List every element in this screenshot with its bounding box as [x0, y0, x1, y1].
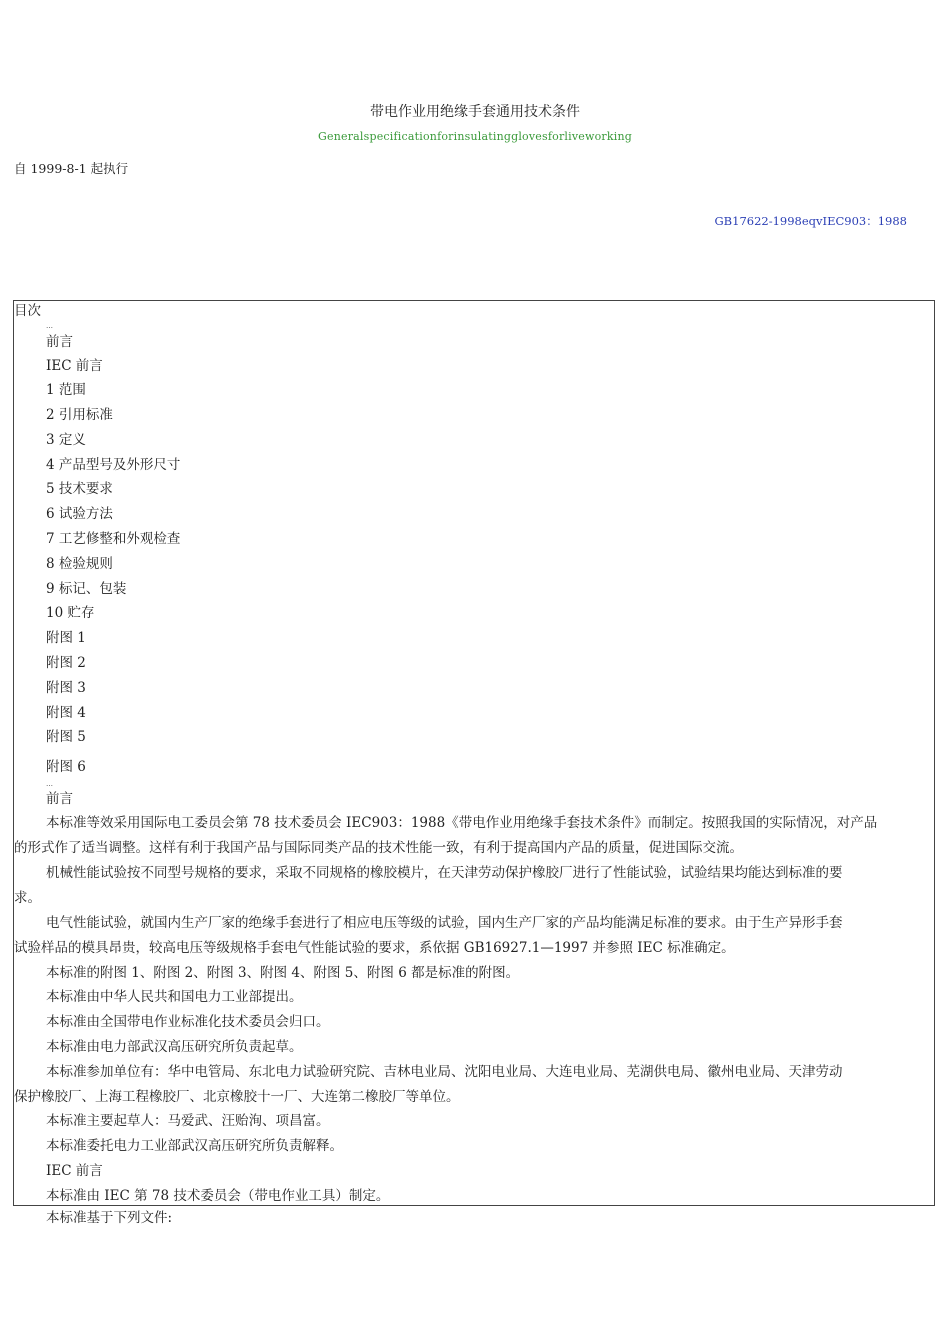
effective-date: 自 1999-8-1 起执行: [14, 161, 129, 176]
toc-mark: …: [46, 322, 54, 330]
toc-item[interactable]: 前言: [46, 334, 73, 350]
foreword-mark: …: [46, 780, 54, 788]
foreword-para: 本标准由中华人民共和国电力工业部提出。: [46, 989, 303, 1005]
toc-item[interactable]: 附图 1: [46, 630, 86, 646]
standard-number: GB17622-1998eqvIEC903：1988: [714, 214, 907, 228]
foreword-para: 机械性能试验按不同型号规格的要求，采取不同规格的橡胶模片，在天津劳动保护橡胶厂进行了性能试验，试验结果均能达到标准的要: [46, 865, 843, 881]
toc-item[interactable]: IEC 前言: [46, 358, 103, 374]
toc-item[interactable]: 附图 6: [46, 759, 86, 775]
foreword-para: 本标准由电力部武汉高压研究所负责起草。: [46, 1039, 303, 1055]
document-subtitle-en: Generalspecificationforinsulatingglovesforliveworking: [318, 130, 632, 143]
toc-item[interactable]: 5 技术要求: [46, 481, 113, 497]
iec-heading: IEC 前言: [46, 1163, 103, 1179]
toc-item[interactable]: 4 产品型号及外形尺寸: [46, 457, 181, 473]
foreword-para: 本标准主要起草人：马爱武、汪贻洵、项昌富。: [46, 1113, 330, 1129]
toc-item[interactable]: 10 贮存: [46, 605, 95, 621]
toc-item[interactable]: 附图 2: [46, 655, 86, 671]
foreword-para: 本标准委托电力工业部武汉高压研究所负责解释。: [46, 1138, 343, 1154]
foreword-para: 求。: [14, 890, 41, 906]
document-title: 带电作业用绝缘手套通用技术条件: [370, 104, 580, 120]
toc-item[interactable]: 附图 5: [46, 729, 86, 745]
foreword-heading: 前言: [46, 791, 73, 807]
foreword-para: 本标准的附图 1、附图 2、附图 3、附图 4、附图 5、附图 6 都是标准的附图。: [46, 965, 520, 981]
foreword-para: 本标准等效采用国际电工委员会第 78 技术委员会 IEC903：1988《带电作业用绝缘手套技术条件》而制定。按照我国的实际情况，对产品: [46, 815, 878, 831]
toc-item[interactable]: 3 定义: [46, 432, 86, 448]
toc-item[interactable]: 附图 4: [46, 705, 86, 721]
toc-item[interactable]: 1 范围: [46, 382, 86, 398]
iec-para: 本标准由 IEC 第 78 技术委员会（带电作业工具）制定。: [46, 1188, 390, 1204]
foreword-para: 试验样品的模具昂贵，较高电压等级规格手套电气性能试验的要求，系依据 GB16927.1—1997 并参照 IEC 标准确定。: [14, 940, 735, 956]
foreword-para: 电气性能试验，就国内生产厂家的绝缘手套进行了相应电压等级的试验，国内生产厂家的产品均能满足标准的要求。由于生产异形手套: [46, 915, 843, 931]
toc-item[interactable]: 9 标记、包装: [46, 581, 127, 597]
toc-item[interactable]: 8 检验规则: [46, 556, 113, 572]
foreword-para: 保护橡胶厂、上海工程橡胶厂、北京橡胶十一厂、大连第二橡胶厂等单位。: [14, 1089, 460, 1105]
toc-item[interactable]: 附图 3: [46, 680, 86, 696]
foreword-para: 本标准由全国带电作业标准化技术委员会归口。: [46, 1014, 330, 1030]
iec-para: 本标准基于下列文件:: [46, 1210, 173, 1226]
toc-item[interactable]: 2 引用标准: [46, 407, 113, 423]
foreword-para: 的形式作了适当调整。这样有利于我国产品与国际同类产品的技术性能一致，有利于提高国内产品的质量，促进国际交流。: [14, 840, 743, 856]
toc-item[interactable]: 7 工艺修整和外观检查: [46, 531, 181, 547]
toc-item[interactable]: 6 试验方法: [46, 506, 113, 522]
foreword-para: 本标准参加单位有：华中电管局、东北电力试验研究院、吉林电业局、沈阳电业局、大连电业局、芜湖供电局、徽州电业局、天津劳动: [46, 1064, 843, 1080]
toc-heading: 目次: [14, 303, 41, 319]
